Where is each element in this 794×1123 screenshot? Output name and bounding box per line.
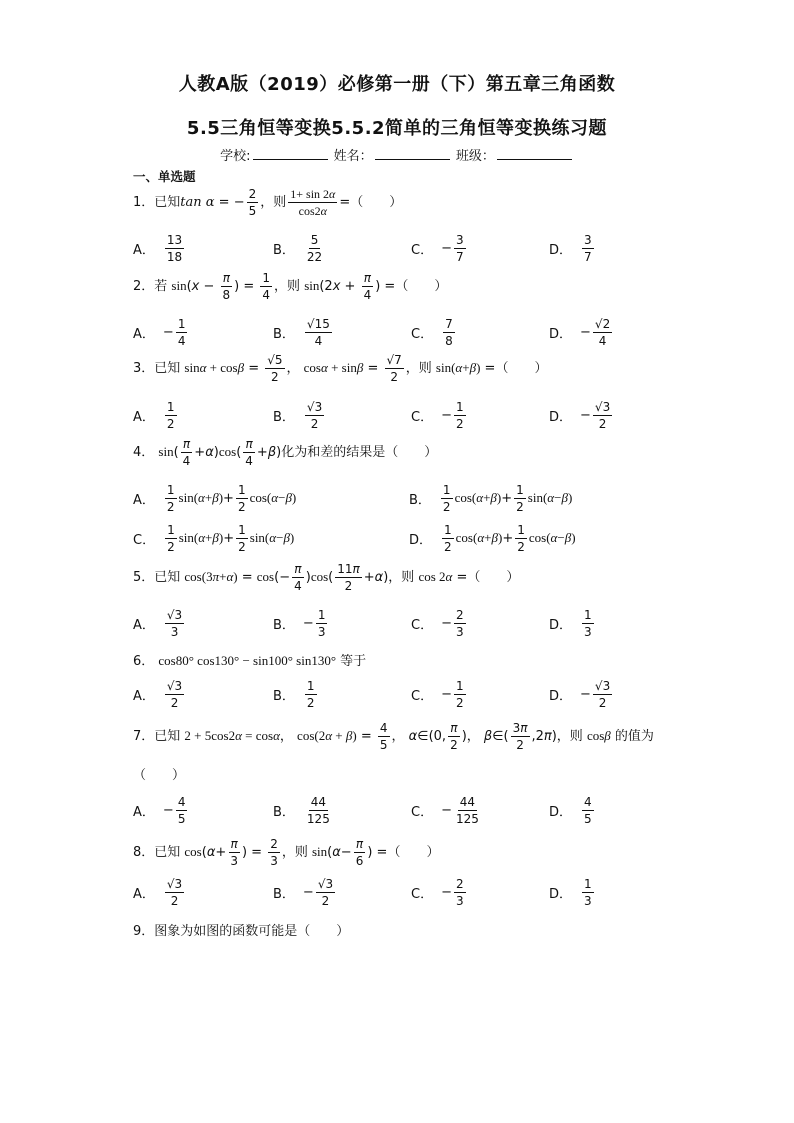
question-7-cont: （ ） bbox=[133, 768, 186, 783]
option-d[interactable]: D． − $\frac{√3}{2}$ bbox=[549, 678, 611, 710]
option-b[interactable]: B． − $\frac{1}{3}$ bbox=[273, 607, 326, 639]
option-c[interactable]: C． − $\frac{2}{3}$ bbox=[411, 876, 464, 908]
options-4a bbox=[133, 478, 653, 518]
options-2 bbox=[133, 312, 653, 352]
option-a[interactable]: A． $\frac{1}{2}$ bbox=[133, 399, 175, 431]
options-1 bbox=[133, 228, 653, 268]
class-blank[interactable] bbox=[497, 147, 572, 160]
question-6: 6． cos80° cos130° − sin100° sin130° 等于 bbox=[133, 653, 367, 669]
option-d[interactable]: D． − $\frac{√2}{4}$ bbox=[549, 316, 611, 348]
option-c[interactable]: C． − $\frac{1}{2}$ bbox=[411, 399, 464, 431]
option-d[interactable]: D． $\frac{4}{5}$ bbox=[549, 794, 592, 826]
option-c[interactable]: C． − $\frac{2}{3}$ bbox=[411, 607, 464, 639]
question-2: 2．若 sin(x − $\frac{\pi}{8}$ ) = $\frac{1}{4}$ ，则 sin(2x + $\frac{\pi}{4}$ ) =（ ） bbox=[133, 271, 448, 302]
options-5 bbox=[133, 603, 653, 643]
question-1: 1．已知tan α = − $\frac{2}{5}$ ，则 $\frac{1+ \sin 2\alpha}{\cos 2\alpha}$ =（ ） bbox=[133, 187, 403, 218]
option-d[interactable]: D． − $\frac{√3}{2}$ bbox=[549, 399, 611, 431]
option-a[interactable]: A． − $\frac{1}{4}$ bbox=[133, 316, 186, 348]
option-d[interactable]: D． $\frac{1}{3}$ bbox=[549, 876, 592, 908]
class-label: 班级： bbox=[455, 149, 495, 164]
option-a[interactable]: A． $\frac{13}{18}$ bbox=[133, 232, 183, 264]
option-d[interactable]: D． $\frac{1}{3}$ bbox=[549, 607, 592, 639]
section-heading: 一、单选题 bbox=[133, 169, 196, 184]
name-blank[interactable] bbox=[375, 147, 450, 160]
option-c[interactable]: C． $\frac{1}{2}$ sin(α+β) + $\frac{1}{2}$ sin(α−β) bbox=[133, 522, 295, 554]
school-label: 学校: bbox=[220, 149, 251, 164]
option-b[interactable]: B． $\frac{5}{22}$ bbox=[273, 232, 323, 264]
options-6 bbox=[133, 674, 653, 714]
option-c[interactable]: C． − $\frac{44}{125}$ bbox=[411, 794, 479, 826]
student-info-line bbox=[0, 145, 794, 164]
option-b[interactable]: B． $\frac{44}{125}$ bbox=[273, 794, 330, 826]
question-3: 3．已知 sinα + cosβ = $\frac{√5}{2}$ ， cosα + sinβ = $\frac{√7}{2}$ ，则 sin(α+β) =（ ） bbox=[133, 353, 548, 384]
options-3 bbox=[133, 395, 653, 435]
option-d[interactable]: D． $\frac{3}{7}$ bbox=[549, 232, 592, 264]
options-7 bbox=[133, 790, 653, 830]
option-b[interactable]: B． $\frac{√3}{2}$ bbox=[273, 399, 323, 431]
question-4: 4． sin( $\frac{\pi}{4}$ +α)cos( $\frac{\pi}{4}$ +β)化为和差的结果是（ ） bbox=[133, 437, 438, 468]
option-c[interactable]: C． − $\frac{3}{7}$ bbox=[411, 232, 464, 264]
question-5: 5．已知 cos(3π+α) = cos(− $\frac{\pi}{4}$ )cos( $\frac{11\pi}{2}$ +α)，则 cos 2α =（ ） bbox=[133, 562, 520, 593]
question-7: 7．已知 2 + 5cos2α = cosα， cos(2α + β) = $\frac{4}{5}$ ， α∈(0, $\frac{\pi}{2}$ )， β∈( $\frac{3\pi}{2}$ ,2π)，则 cosβ 的值为 bbox=[133, 721, 654, 752]
option-b[interactable]: B． $\frac{1}{2}$ cos(α+β) + $\frac{1}{2}$ sin(α−β) bbox=[409, 482, 573, 514]
option-a[interactable]: A． $\frac{√3}{2}$ bbox=[133, 876, 183, 908]
school-blank[interactable] bbox=[253, 147, 328, 160]
option-c[interactable]: C． $\frac{7}{8}$ bbox=[411, 316, 453, 348]
options-4b bbox=[133, 518, 653, 558]
options-8 bbox=[133, 872, 653, 912]
option-a[interactable]: A． $\frac{1}{2}$ sin(α+β) + $\frac{1}{2}$ cos(α−β) bbox=[133, 482, 297, 514]
option-b[interactable]: B． $\frac{√15}{4}$ bbox=[273, 316, 330, 348]
question-9: 9．图象为如图的函数可能是（ ） bbox=[133, 924, 350, 939]
option-d[interactable]: D． $\frac{1}{2}$ cos(α+β) + $\frac{1}{2}$ cos(α−β) bbox=[409, 522, 576, 554]
option-b[interactable]: B． − $\frac{√3}{2}$ bbox=[273, 876, 334, 908]
doc-subtitle: 5.5三角恒等变换5.5.2简单的三角恒等变换练习题 bbox=[186, 118, 608, 139]
doc-title: 人教A版（2019）必修第一册（下）第五章三角函数 bbox=[178, 74, 616, 95]
option-c[interactable]: C． − $\frac{1}{2}$ bbox=[411, 678, 464, 710]
option-a[interactable]: A． − $\frac{4}{5}$ bbox=[133, 794, 186, 826]
option-a[interactable]: A． $\frac{√3}{2}$ bbox=[133, 678, 183, 710]
question-8: 8．已知 cos(α+ $\frac{\pi}{3}$ ) = $\frac{2}{3}$ ，则 sin(α− $\frac{\pi}{6}$ ) =（ ） bbox=[133, 837, 440, 868]
name-label: 姓名： bbox=[333, 149, 373, 164]
option-b[interactable]: B． $\frac{1}{2}$ bbox=[273, 678, 315, 710]
option-a[interactable]: A． $\frac{√3}{3}$ bbox=[133, 607, 183, 639]
